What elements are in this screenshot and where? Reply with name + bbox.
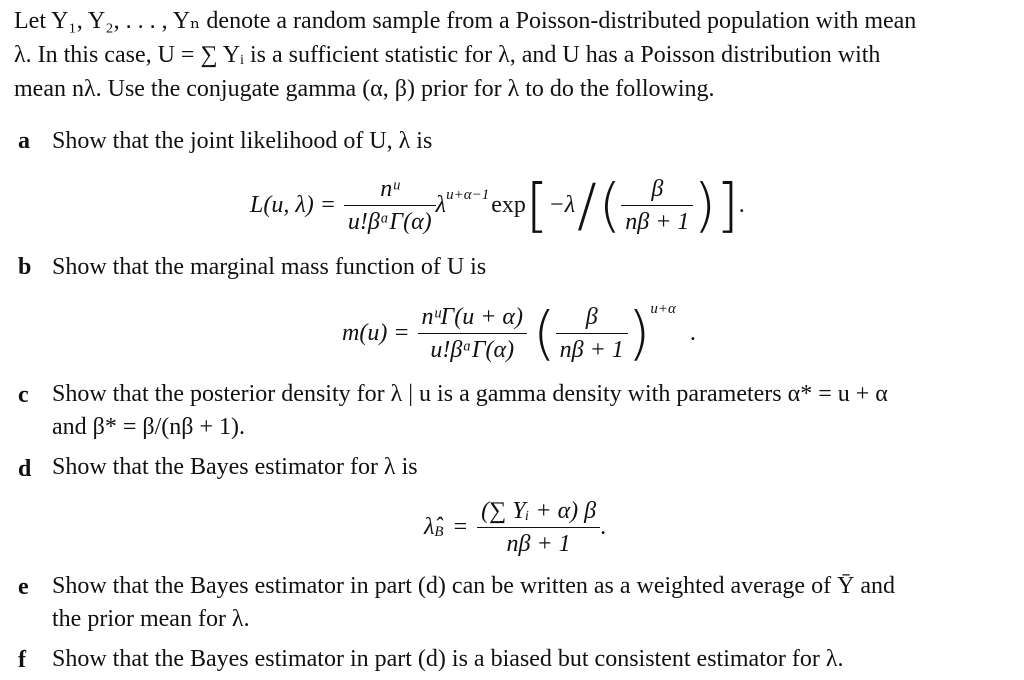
equation-a xyxy=(250,168,745,242)
eq-a-lhs: L(u, λ) = xyxy=(250,191,336,218)
eq-b-fraction xyxy=(418,301,527,366)
equation-b xyxy=(342,296,696,370)
eq-a-inner-fraction xyxy=(621,173,693,238)
eq-b-period: . xyxy=(689,319,696,346)
eq-a-left-paren: ( xyxy=(598,171,622,239)
part-e-line-2: the prior mean for λ. xyxy=(52,606,250,632)
eq-b-inner-numerator: β xyxy=(556,301,628,334)
eq-a-period: . xyxy=(738,191,745,218)
part-f-label: f xyxy=(18,647,26,673)
eq-a-slash: / xyxy=(577,171,597,239)
part-b-label: b xyxy=(18,254,32,280)
eq-a-right-bracket: ] xyxy=(716,171,739,239)
eq-a-left-bracket: [ xyxy=(525,171,549,239)
eq-d-numerator: (∑ Yᵢ + α) β xyxy=(477,495,600,528)
part-d-text: Show that the Bayes estimator for λ is xyxy=(52,454,418,480)
eq-d-lhs-subscript: B xyxy=(434,523,444,540)
intro-line-2: λ. In this case, U = ∑ Yᵢ is a sufficient statistic for λ, and U has a Poisson distribution with xyxy=(14,42,881,68)
eq-a-denominator: u!βᵅΓ(α) xyxy=(347,208,432,235)
part-c-line-1: Show that the posterior density for λ | u is a gamma density with parameters α* = u + α xyxy=(52,381,888,407)
eq-d-equals: = xyxy=(453,513,468,540)
part-a-text: Show that the joint likelihood of U, λ is xyxy=(52,128,433,154)
intro-line-1: Let Y₁, Y₂, . . . , Yₙ denote a random sample from a Poisson-distributed population with mean xyxy=(14,8,917,34)
part-c-label: c xyxy=(18,382,29,408)
eq-a-inner-numerator: β xyxy=(621,173,693,206)
eq-b-inner-fraction xyxy=(556,301,628,366)
part-e-label: e xyxy=(18,574,29,600)
eq-a-inner-denominator: nβ + 1 xyxy=(625,208,690,235)
eq-b-right-paren: ) xyxy=(627,299,651,367)
eq-b-inner-denominator: nβ + 1 xyxy=(559,336,624,363)
eq-a-right-paren: ) xyxy=(693,171,717,239)
eq-a-exp: exp xyxy=(491,191,526,218)
part-a-label: a xyxy=(18,128,30,154)
part-e-line-1: Show that the Bayes estimator in part (d) can be written as a weighted average of Ȳ and xyxy=(52,573,896,599)
intro-line-3: mean nλ. Use the conjugate gamma (α, β) prior for λ to do the following. xyxy=(14,76,715,102)
eq-a-numerator: nᵘ xyxy=(344,173,436,206)
part-c-line-2: and β* = β/(nβ + 1). xyxy=(52,414,246,440)
eq-b-lhs: m(u) = xyxy=(342,319,410,346)
eq-b-exponent: u+α xyxy=(650,300,676,317)
eq-a-lambda-base: λ xyxy=(435,191,447,218)
part-f-text: Show that the Bayes estimator in part (d) is a biased but consistent estimator for λ. xyxy=(52,646,844,672)
part-b-text: Show that the marginal mass function of U is xyxy=(52,254,487,280)
eq-a-minus-lambda: −λ xyxy=(548,191,576,218)
eq-b-left-paren: ( xyxy=(532,299,556,367)
eq-b-numerator: nᵘΓ(u + α) xyxy=(418,301,527,334)
equation-d xyxy=(424,490,606,564)
eq-d-lhs: λ̂ xyxy=(424,513,435,540)
eq-d-fraction xyxy=(477,495,600,560)
eq-a-lambda-exponent: u+α−1 xyxy=(446,186,490,203)
eq-a-fraction xyxy=(344,173,436,238)
eq-b-denominator: u!βᵅΓ(α) xyxy=(430,336,515,363)
part-d-label: d xyxy=(18,456,32,482)
eq-d-period: . xyxy=(600,513,607,540)
eq-d-denominator: nβ + 1 xyxy=(506,530,571,557)
